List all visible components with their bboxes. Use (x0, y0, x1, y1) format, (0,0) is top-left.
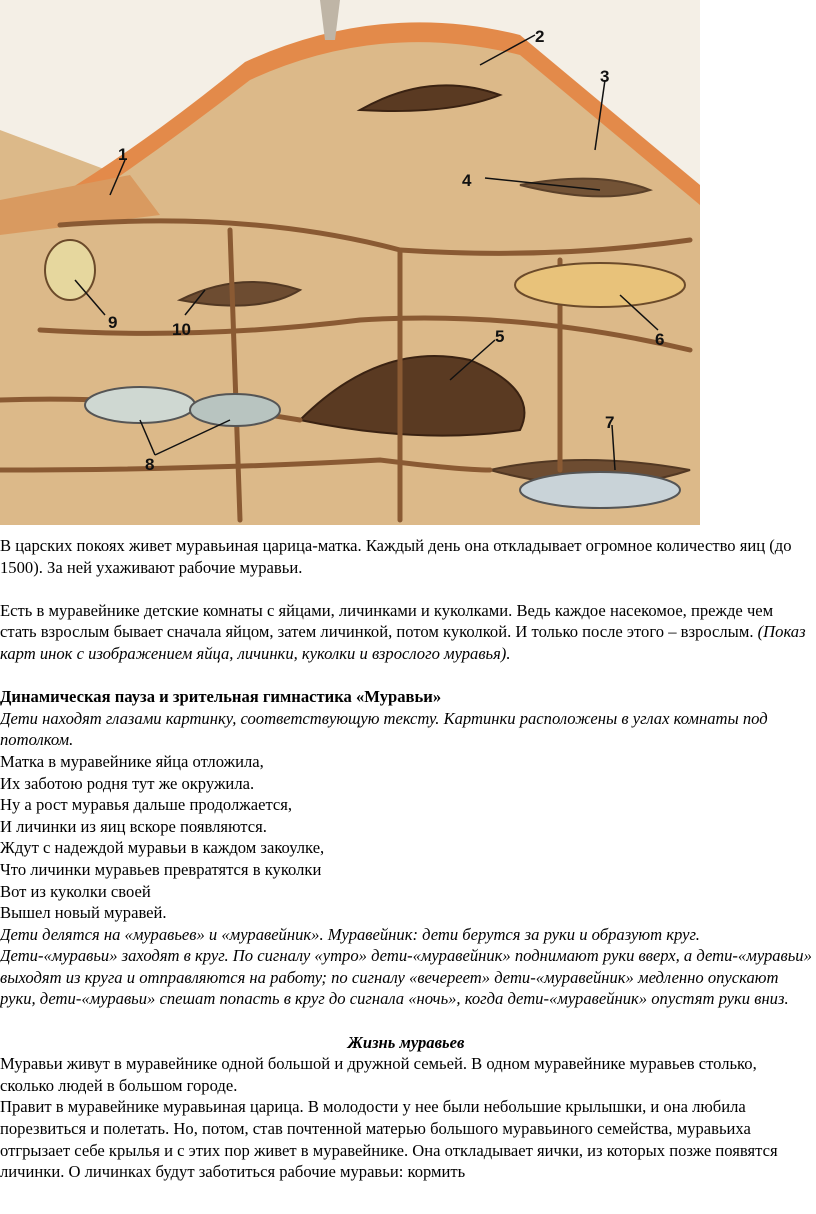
callout-5: 5 (495, 327, 505, 346)
callout-2: 2 (535, 27, 545, 46)
nursery-note: (Показ карт инок с изображением яйца, личинки, куколки и взрослого муравья). (0, 622, 806, 663)
callout-4: 4 (462, 171, 472, 190)
poem-line: Матка в муравейнике яйца отложила, (0, 751, 264, 771)
callout-8: 8 (145, 455, 155, 474)
poem-line: Вот из куколки своей (0, 881, 151, 901)
ant-life-paragraph-2: Правит в муравейнике муравьиная царица. В молодости у нее были небольшие крылышки, и она любила порезвиться и полетать. Но, потом, став почтенной матерью большого муравьиного семейства, муравьиха отгрызает себе крылья и с этих пор живет в муравейнике. Она откладывает яички, из которых позже появятся личинки. О личинках будут заботиться рабочие муравьи: кормить (0, 1097, 778, 1182)
section-title-pause: Динамическая пауза и зрительная гимнастика «Муравьи» (0, 687, 442, 707)
poem-line: Ну а рост муравья дальше продолжается, (0, 795, 293, 815)
paragraph-nursery (0, 600, 812, 665)
callout-3: 3 (600, 67, 610, 86)
callout-1: 1 (118, 145, 128, 164)
document-body (0, 535, 812, 1183)
poem-line: Ждут с надеждой муравьи в каждом закоулке, (0, 838, 325, 858)
poem (0, 751, 812, 924)
game-instruction: Дети делятся на «муравьев» и «муравейник». Муравейник: дети берутся за руки и образуют круг. Дети-«муравьи» заходят в круг. По сигналу «утро» дети-«муравейник» поднимают руки вверх, а дети-«муравьи» выходят из круга и отправляются на работу; по сигналу «вечереет» дети-«муравейник» медленно опускают руки, дети-«муравьи» спешат попасть в круг до сигнала «ночь», когда дети-«муравейник» опустят руки вниз. (0, 924, 812, 1009)
section-title-ant-life: Жизнь муравьев (347, 1032, 465, 1052)
poem-line: Их заботою родня тут же окружила. (0, 773, 255, 793)
paragraph-queen: В царских покоях живет муравьиная царица-матка. Каждый день она откладывает огромное количество яиц (до 1500). За ней ухаживают рабочие муравьи. (0, 536, 792, 577)
callout-9: 9 (108, 313, 118, 332)
anthill-illustration (0, 0, 700, 525)
poem-line: Вышел новый муравей. (0, 903, 167, 923)
nursery-text: Есть в муравейнике детские комнаты с яйцами, личинками и куколками. Ведь каждое насекомое, прежде чем стать взрослым бывает сначала яйцом, затем личинкой, потом куколкой. И только после этого – взрослым. (0, 600, 774, 642)
anthill-cross-section-figure (0, 0, 700, 525)
poem-line: И личинки из яиц вскоре появляются. (0, 816, 267, 836)
pause-instruction: Дети находят глазами картинку, соответствующую тексту. Картинки расположены в углах комнаты под потолком. (0, 708, 768, 750)
ant-life-paragraph-1: Муравьи живут в муравейнике одной большой и дружной семьей. В одном муравейнике муравьев столько, сколько людей в большом городе. (0, 1054, 757, 1095)
poem-line: Что личинки муравьев превратятся в куколки (0, 859, 322, 879)
callout-7: 7 (605, 413, 615, 432)
callout-10: 10 (172, 320, 191, 339)
callout-6: 6 (655, 330, 665, 349)
